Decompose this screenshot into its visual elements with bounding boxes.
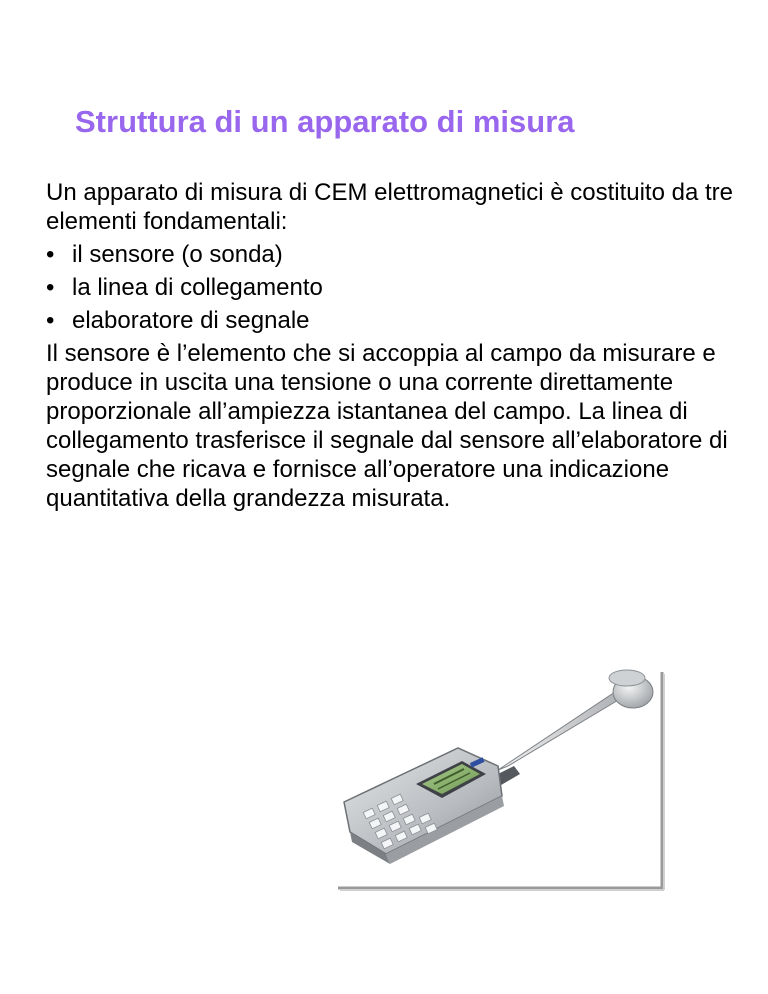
list-item [46, 306, 746, 335]
bullet-dot: • [46, 307, 55, 334]
list-item-text: elaboratore di segnale [72, 307, 310, 334]
field-meter-device-icon [330, 650, 675, 900]
list-item-text: la linea di collegamento [72, 274, 323, 301]
description-paragraph: Il sensore è l’elemento che si accoppia al campo da misurare e produce in uscita una tensione o una corrente direttamente proporzionale all’ampiezza istantanea del campo. La linea di collegamento trasferisce il segnale dal sensore all’elaboratore di segnale che ricava e fornisce all’operatore una indicazione quantitativa della grandezza misurata. [46, 340, 728, 512]
list-item [46, 273, 746, 302]
list-item-text: il sensore (o sonda) [72, 241, 283, 268]
slide-body [46, 178, 746, 513]
bullet-dot: • [46, 274, 55, 301]
bullet-dot: • [46, 241, 55, 268]
element-list [46, 240, 746, 335]
list-item [46, 240, 746, 269]
slide-title: Struttura di un apparato di misura [75, 104, 575, 139]
intro-paragraph: Un apparato di misura di CEM elettromagnetici è costituito da tre elementi fondamentali: [46, 179, 733, 235]
